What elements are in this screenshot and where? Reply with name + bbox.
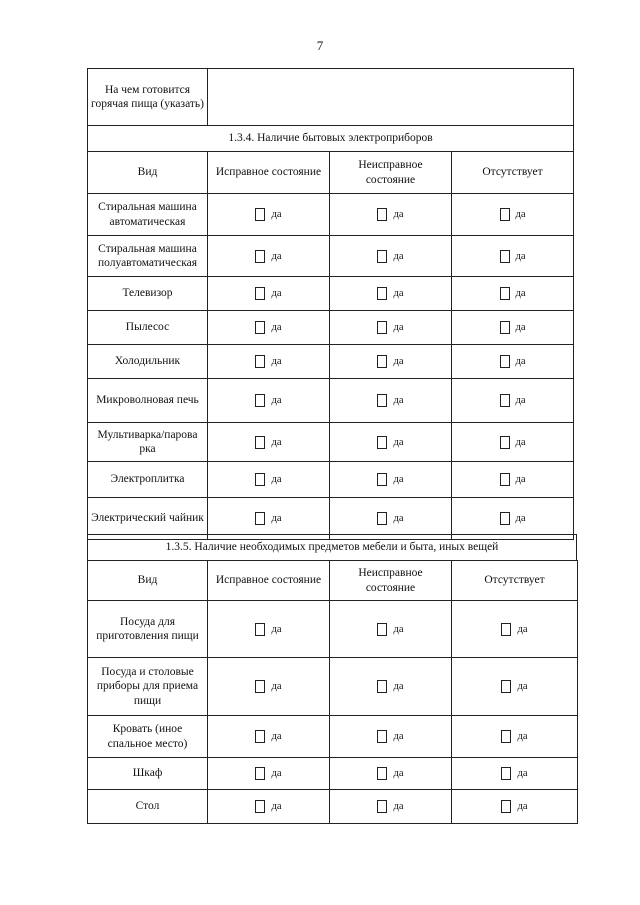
table-row xyxy=(88,379,574,423)
header-working: Исправное состояние xyxy=(208,152,330,194)
option-label: да xyxy=(271,474,282,486)
row-label: Мультиварка/парова рка xyxy=(88,423,208,462)
absent-checkbox-item-2[interactable] xyxy=(500,250,510,263)
option-label: да xyxy=(393,395,404,407)
option-label: да xyxy=(271,681,282,693)
option-label: да xyxy=(517,623,528,635)
header-broken: Неисправное состояние xyxy=(330,152,452,194)
hot-food-field[interactable] xyxy=(208,69,574,126)
broken-cell xyxy=(330,345,452,379)
option-label: да xyxy=(393,731,404,743)
absent-checkbox-item-7[interactable] xyxy=(500,436,510,449)
option-label: да xyxy=(393,250,404,262)
row-label: Электроплитка xyxy=(88,462,208,498)
row-label: Кровать (иное спальное место) xyxy=(88,716,208,758)
appliances-table xyxy=(87,68,574,540)
working-checkbox-item-1[interactable] xyxy=(255,623,265,636)
option-label: да xyxy=(271,801,282,813)
option-label: да xyxy=(271,288,282,300)
option-label: да xyxy=(393,474,404,486)
section-title-row xyxy=(88,126,574,152)
hot-food-label: На чем готовится горячая пища (указать) xyxy=(88,69,208,126)
page-number: 7 xyxy=(316,38,324,53)
working-cell xyxy=(208,601,330,658)
broken-cell xyxy=(330,462,452,498)
header-type: Вид xyxy=(88,152,208,194)
table-row xyxy=(88,311,574,345)
broken-checkbox-item-1[interactable] xyxy=(377,623,387,636)
section-title-furniture-table xyxy=(87,534,577,561)
option-label: да xyxy=(515,250,526,262)
absent-cell xyxy=(452,311,574,345)
table-row xyxy=(88,423,574,462)
table-row xyxy=(88,658,578,716)
table-row xyxy=(88,758,578,790)
option-label: да xyxy=(271,731,282,743)
working-cell xyxy=(208,236,330,277)
absent-cell xyxy=(452,462,574,498)
working-checkbox-item-8[interactable] xyxy=(255,473,265,486)
absent-checkbox-item-9[interactable] xyxy=(500,512,510,525)
working-cell xyxy=(208,462,330,498)
working-cell xyxy=(208,658,330,716)
absent-checkbox-item-6[interactable] xyxy=(500,394,510,407)
broken-checkbox-item-5[interactable] xyxy=(377,800,387,813)
broken-checkbox-item-3[interactable] xyxy=(377,287,387,300)
option-label: да xyxy=(393,801,404,813)
broken-cell xyxy=(330,379,452,423)
row-label: Пылесос xyxy=(88,311,208,345)
option-label: да xyxy=(517,768,528,780)
option-label: да xyxy=(393,768,404,780)
furniture-table xyxy=(87,560,578,824)
table-row xyxy=(88,236,574,277)
broken-cell xyxy=(330,311,452,345)
option-label: да xyxy=(515,209,526,221)
broken-cell xyxy=(330,758,452,790)
section-title-row xyxy=(88,535,577,561)
working-checkbox-item-2[interactable] xyxy=(255,680,265,693)
row-label: Холодильник xyxy=(88,345,208,379)
broken-checkbox-item-2[interactable] xyxy=(377,680,387,693)
broken-cell xyxy=(330,790,452,824)
table-row xyxy=(88,462,574,498)
header-absent: Отсутствует xyxy=(452,561,578,601)
row-label: Стол xyxy=(88,790,208,824)
option-label: да xyxy=(271,436,282,448)
working-cell xyxy=(208,311,330,345)
table-row xyxy=(88,716,578,758)
absent-cell xyxy=(452,194,574,236)
absent-checkbox-item-3[interactable] xyxy=(501,730,511,743)
row-label: Стиральная машина автоматическая xyxy=(88,194,208,236)
working-checkbox-item-6[interactable] xyxy=(255,394,265,407)
broken-checkbox-item-9[interactable] xyxy=(377,512,387,525)
option-label: да xyxy=(393,288,404,300)
option-label: да xyxy=(271,250,282,262)
row-label: Микроволновая печь xyxy=(88,379,208,423)
option-label: да xyxy=(271,356,282,368)
absent-cell xyxy=(452,277,574,311)
working-checkbox-item-4[interactable] xyxy=(255,767,265,780)
broken-cell xyxy=(330,236,452,277)
absent-checkbox-item-2[interactable] xyxy=(501,680,511,693)
option-label: да xyxy=(515,322,526,334)
working-checkbox-item-5[interactable] xyxy=(255,355,265,368)
option-label: да xyxy=(393,681,404,693)
broken-cell xyxy=(330,423,452,462)
absent-checkbox-item-3[interactable] xyxy=(500,287,510,300)
option-label: да xyxy=(393,209,404,221)
broken-checkbox-item-3[interactable] xyxy=(377,730,387,743)
working-cell xyxy=(208,345,330,379)
absent-cell xyxy=(452,423,574,462)
absent-cell xyxy=(452,658,578,716)
absent-cell xyxy=(452,790,578,824)
option-label: да xyxy=(271,322,282,334)
header-row xyxy=(88,152,574,194)
working-cell xyxy=(208,277,330,311)
working-cell xyxy=(208,716,330,758)
working-checkbox-item-1[interactable] xyxy=(255,208,265,221)
option-label: да xyxy=(515,513,526,525)
broken-checkbox-item-6[interactable] xyxy=(377,394,387,407)
absent-cell xyxy=(452,758,578,790)
working-cell xyxy=(208,423,330,462)
broken-cell xyxy=(330,658,452,716)
header-broken: Неисправное состояние xyxy=(330,561,452,601)
row-label: Электрический чайник xyxy=(88,498,208,540)
working-checkbox-item-3[interactable] xyxy=(255,730,265,743)
row-label: Посуда и столовые приборы для приема пищи xyxy=(88,658,208,716)
working-checkbox-item-4[interactable] xyxy=(255,321,265,334)
row-label: Шкаф xyxy=(88,758,208,790)
absent-checkbox-item-4[interactable] xyxy=(501,767,511,780)
option-label: да xyxy=(271,209,282,221)
absent-checkbox-item-8[interactable] xyxy=(500,473,510,486)
table-row xyxy=(88,277,574,311)
absent-checkbox-item-5[interactable] xyxy=(500,355,510,368)
table-row xyxy=(88,194,574,236)
section-title-appliances: 1.3.4. Наличие бытовых электроприборов xyxy=(88,126,574,152)
option-label: да xyxy=(393,322,404,334)
broken-checkbox-item-7[interactable] xyxy=(377,436,387,449)
option-label: да xyxy=(515,474,526,486)
row-label: Стиральная машина полуавтоматическая xyxy=(88,236,208,277)
option-label: да xyxy=(515,356,526,368)
broken-checkbox-item-5[interactable] xyxy=(377,355,387,368)
header-row xyxy=(88,561,578,601)
header-working: Исправное состояние xyxy=(208,561,330,601)
option-label: да xyxy=(515,436,526,448)
option-label: да xyxy=(517,801,528,813)
broken-cell xyxy=(330,716,452,758)
broken-checkbox-item-2[interactable] xyxy=(377,250,387,263)
working-cell xyxy=(208,379,330,423)
working-checkbox-item-2[interactable] xyxy=(255,250,265,263)
broken-cell xyxy=(330,601,452,658)
option-label: да xyxy=(393,623,404,635)
absent-cell xyxy=(452,379,574,423)
absent-checkbox-item-4[interactable] xyxy=(500,321,510,334)
option-label: да xyxy=(271,395,282,407)
option-label: да xyxy=(271,513,282,525)
working-checkbox-item-3[interactable] xyxy=(255,287,265,300)
option-label: да xyxy=(271,768,282,780)
absent-cell xyxy=(452,716,578,758)
broken-checkbox-item-8[interactable] xyxy=(377,473,387,486)
working-checkbox-item-7[interactable] xyxy=(255,436,265,449)
row-label: Посуда для приготовления пищи xyxy=(88,601,208,658)
header-absent: Отсутствует xyxy=(452,152,574,194)
broken-checkbox-item-4[interactable] xyxy=(377,767,387,780)
working-checkbox-item-9[interactable] xyxy=(255,512,265,525)
option-label: да xyxy=(515,395,526,407)
option-label: да xyxy=(515,288,526,300)
row-label: Телевизор xyxy=(88,277,208,311)
option-label: да xyxy=(393,436,404,448)
broken-checkbox-item-1[interactable] xyxy=(377,208,387,221)
table-row xyxy=(88,345,574,379)
hot-food-row xyxy=(88,69,574,126)
absent-cell xyxy=(452,345,574,379)
option-label: да xyxy=(393,356,404,368)
option-label: да xyxy=(271,623,282,635)
working-cell xyxy=(208,758,330,790)
working-cell xyxy=(208,194,330,236)
section-title-furniture: 1.3.5. Наличие необходимых предметов мебели и быта, иных вещей xyxy=(88,535,577,561)
absent-cell xyxy=(452,236,574,277)
absent-checkbox-item-5[interactable] xyxy=(501,800,511,813)
broken-checkbox-item-4[interactable] xyxy=(377,321,387,334)
option-label: да xyxy=(517,681,528,693)
option-label: да xyxy=(517,731,528,743)
header-type: Вид xyxy=(88,561,208,601)
working-cell xyxy=(208,790,330,824)
broken-cell xyxy=(330,277,452,311)
broken-cell xyxy=(330,194,452,236)
absent-checkbox-item-1[interactable] xyxy=(500,208,510,221)
absent-checkbox-item-1[interactable] xyxy=(501,623,511,636)
working-checkbox-item-5[interactable] xyxy=(255,800,265,813)
option-label: да xyxy=(393,513,404,525)
absent-cell xyxy=(452,601,578,658)
table-row xyxy=(88,601,578,658)
table-row xyxy=(88,790,578,824)
